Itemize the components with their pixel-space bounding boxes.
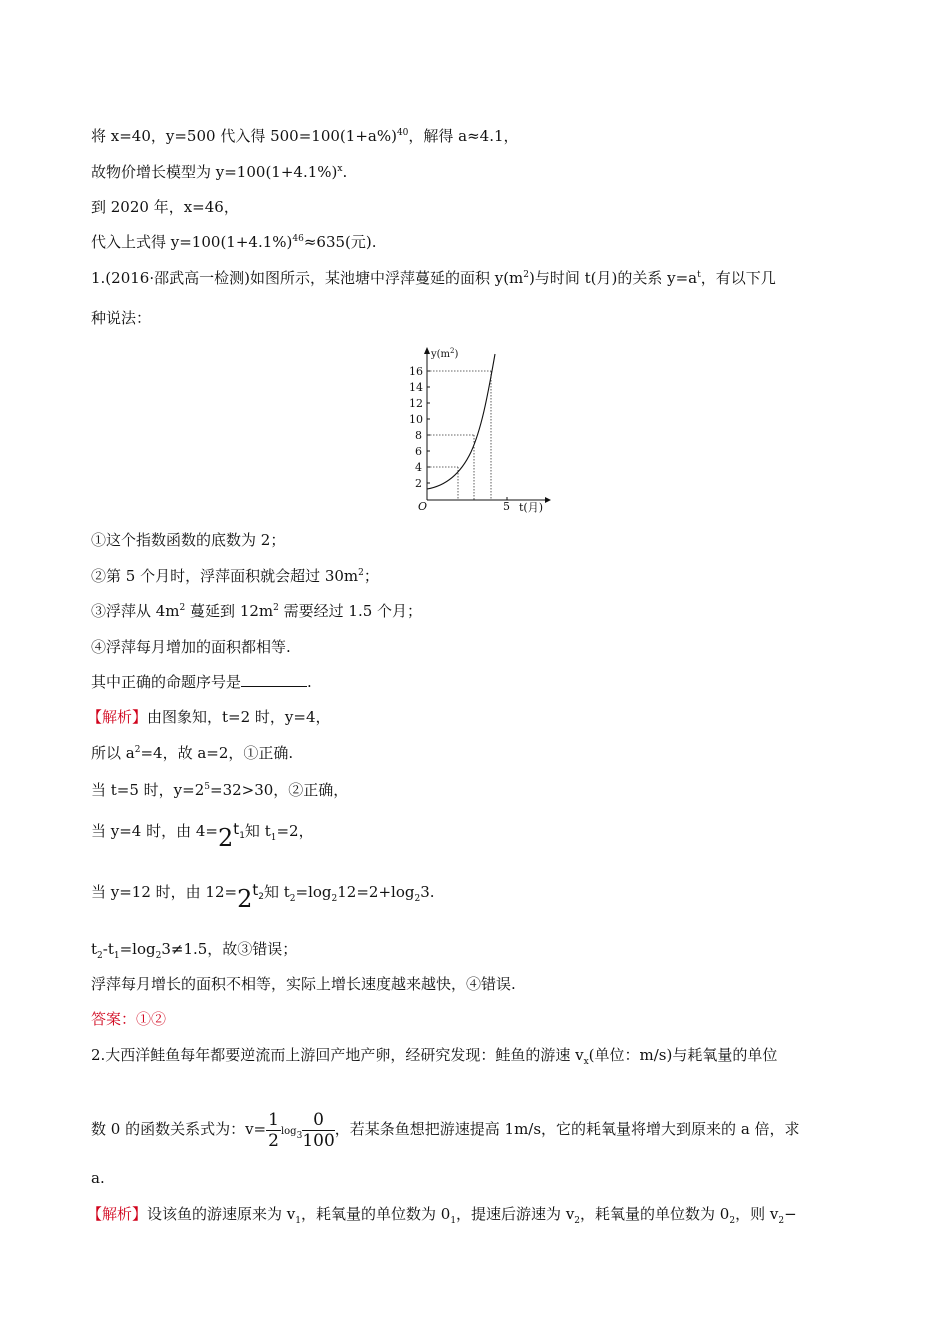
solution-line-3: 当 t=5 时，$y=2^5=32>30$，②正确， xyxy=(91,781,349,799)
answer-blank xyxy=(241,672,307,687)
text-line-3: 到 2020 年，x=46， xyxy=(91,198,239,216)
guide-lines xyxy=(427,371,491,500)
y-tick-label: 6 xyxy=(415,445,422,458)
text-line-4: 代入上式得 $y=100(1+4.1\%)^{46}\approx 635$(元). xyxy=(91,233,377,251)
option-2: ②第 5 个月时，浮萍面积就会超过 $30m^2$； xyxy=(91,567,379,585)
question-2-line-2: 数 0 的函数关系式为：v= $\frac{1}{2}$ $\log_3$ $\frac{0}{100}$ ，若某条鱼想把游速提高 1m/s，它的耗氧量将增大到原来的 a 倍，求 xyxy=(91,1109,800,1151)
fraction-o-over-100: $\frac{0}{100}$ xyxy=(302,1109,335,1151)
y-tick-label: 8 xyxy=(415,429,422,442)
exponential-growth-figure xyxy=(405,340,555,515)
y-tick-label: 16 xyxy=(409,365,423,378)
solution-2-line-1: 【解析】设该鱼的游速原来为 $v_1$，耗氧量的单位数为 $0_1$，提速后游速为 $v_2$，耗氧量的单位数为 $0_2$，则 $v_2-$ xyxy=(87,1205,797,1226)
text-line-1: 将 x=40，y=500 代入得 $500=100(1+a\%)^{40}$，解得 a≈4.1， xyxy=(91,127,519,145)
answer-line: 答案：①② xyxy=(91,1010,167,1028)
y-axis-label: $y(m^2)$ xyxy=(431,347,459,360)
question-1-line-1: 1.(2016·邵武高一检测)如图所示，某池塘中浮萍蔓延的面积 $y(m^2)$与时间 t(月)的关系 $y=a^t$，有以下几 xyxy=(91,269,776,287)
option-1: ①这个指数函数的底数为 2； xyxy=(91,531,286,549)
y-tick-label: 2 xyxy=(415,477,422,490)
x-axis-label: t(月) xyxy=(519,501,544,514)
y-tick-label: 10 xyxy=(409,413,423,426)
y-tick-label: 4 xyxy=(415,461,422,474)
y-axis-arrow xyxy=(424,347,430,354)
option-4: ④浮萍每月增加的面积都相等. xyxy=(91,638,291,656)
origin-label: O xyxy=(418,500,428,513)
text-line-2: 故物价增长模型为 $y=100(1+4.1\%)^x$. xyxy=(91,163,348,181)
solution-line-6: $t_2-t_1=\log_23\ne 1.5$，故③错误； xyxy=(91,940,298,961)
solution-line-5: 当 y=12 时，由 $12=2t_2$知 $t_2=\log_212=2+\log_23$. xyxy=(91,881,435,913)
analysis-tag: 【解析】 xyxy=(87,1205,148,1223)
solution-line-4: 当 y=4 时，由 $4=2t_1$知 $t_1=2$， xyxy=(91,820,314,852)
y-tick-label: 14 xyxy=(409,381,423,394)
x-axis-arrow xyxy=(545,497,551,503)
x-tick-label: 5 xyxy=(503,500,510,513)
fraction-one-half: $\frac{1}{2}$ xyxy=(268,1109,279,1151)
question-2-line-3: a. xyxy=(91,1169,105,1187)
growth-curve xyxy=(427,354,495,489)
analysis-tag: 【解析】 xyxy=(87,708,148,726)
question-2-line-1: 2.大西洋鲑鱼每年都要逆流而上游回产地产卵，经研究发现：鲑鱼的游速 $v_x$(单位：m/s)与耗氧量的单位 xyxy=(91,1046,778,1067)
question-prompt: 其中正确的命题序号是 . xyxy=(91,673,312,691)
solution-line-1: 【解析】由图象知，t=2 时，y=4， xyxy=(87,708,331,726)
question-1-line-2: 种说法： xyxy=(91,309,152,327)
solution-line-7: 浮萍每月增长的面积不相等，实际上增长速度越来越快，④错误. xyxy=(91,975,516,993)
y-tick-label: 12 xyxy=(409,397,423,410)
option-3: ③浮萍从 $4m^2$ 蔓延到 $12m^2$ 需要经过 1.5 个月； xyxy=(91,602,423,620)
solution-line-2: 所以 $a^2=4$，故 a=2，①正确. xyxy=(91,744,294,762)
